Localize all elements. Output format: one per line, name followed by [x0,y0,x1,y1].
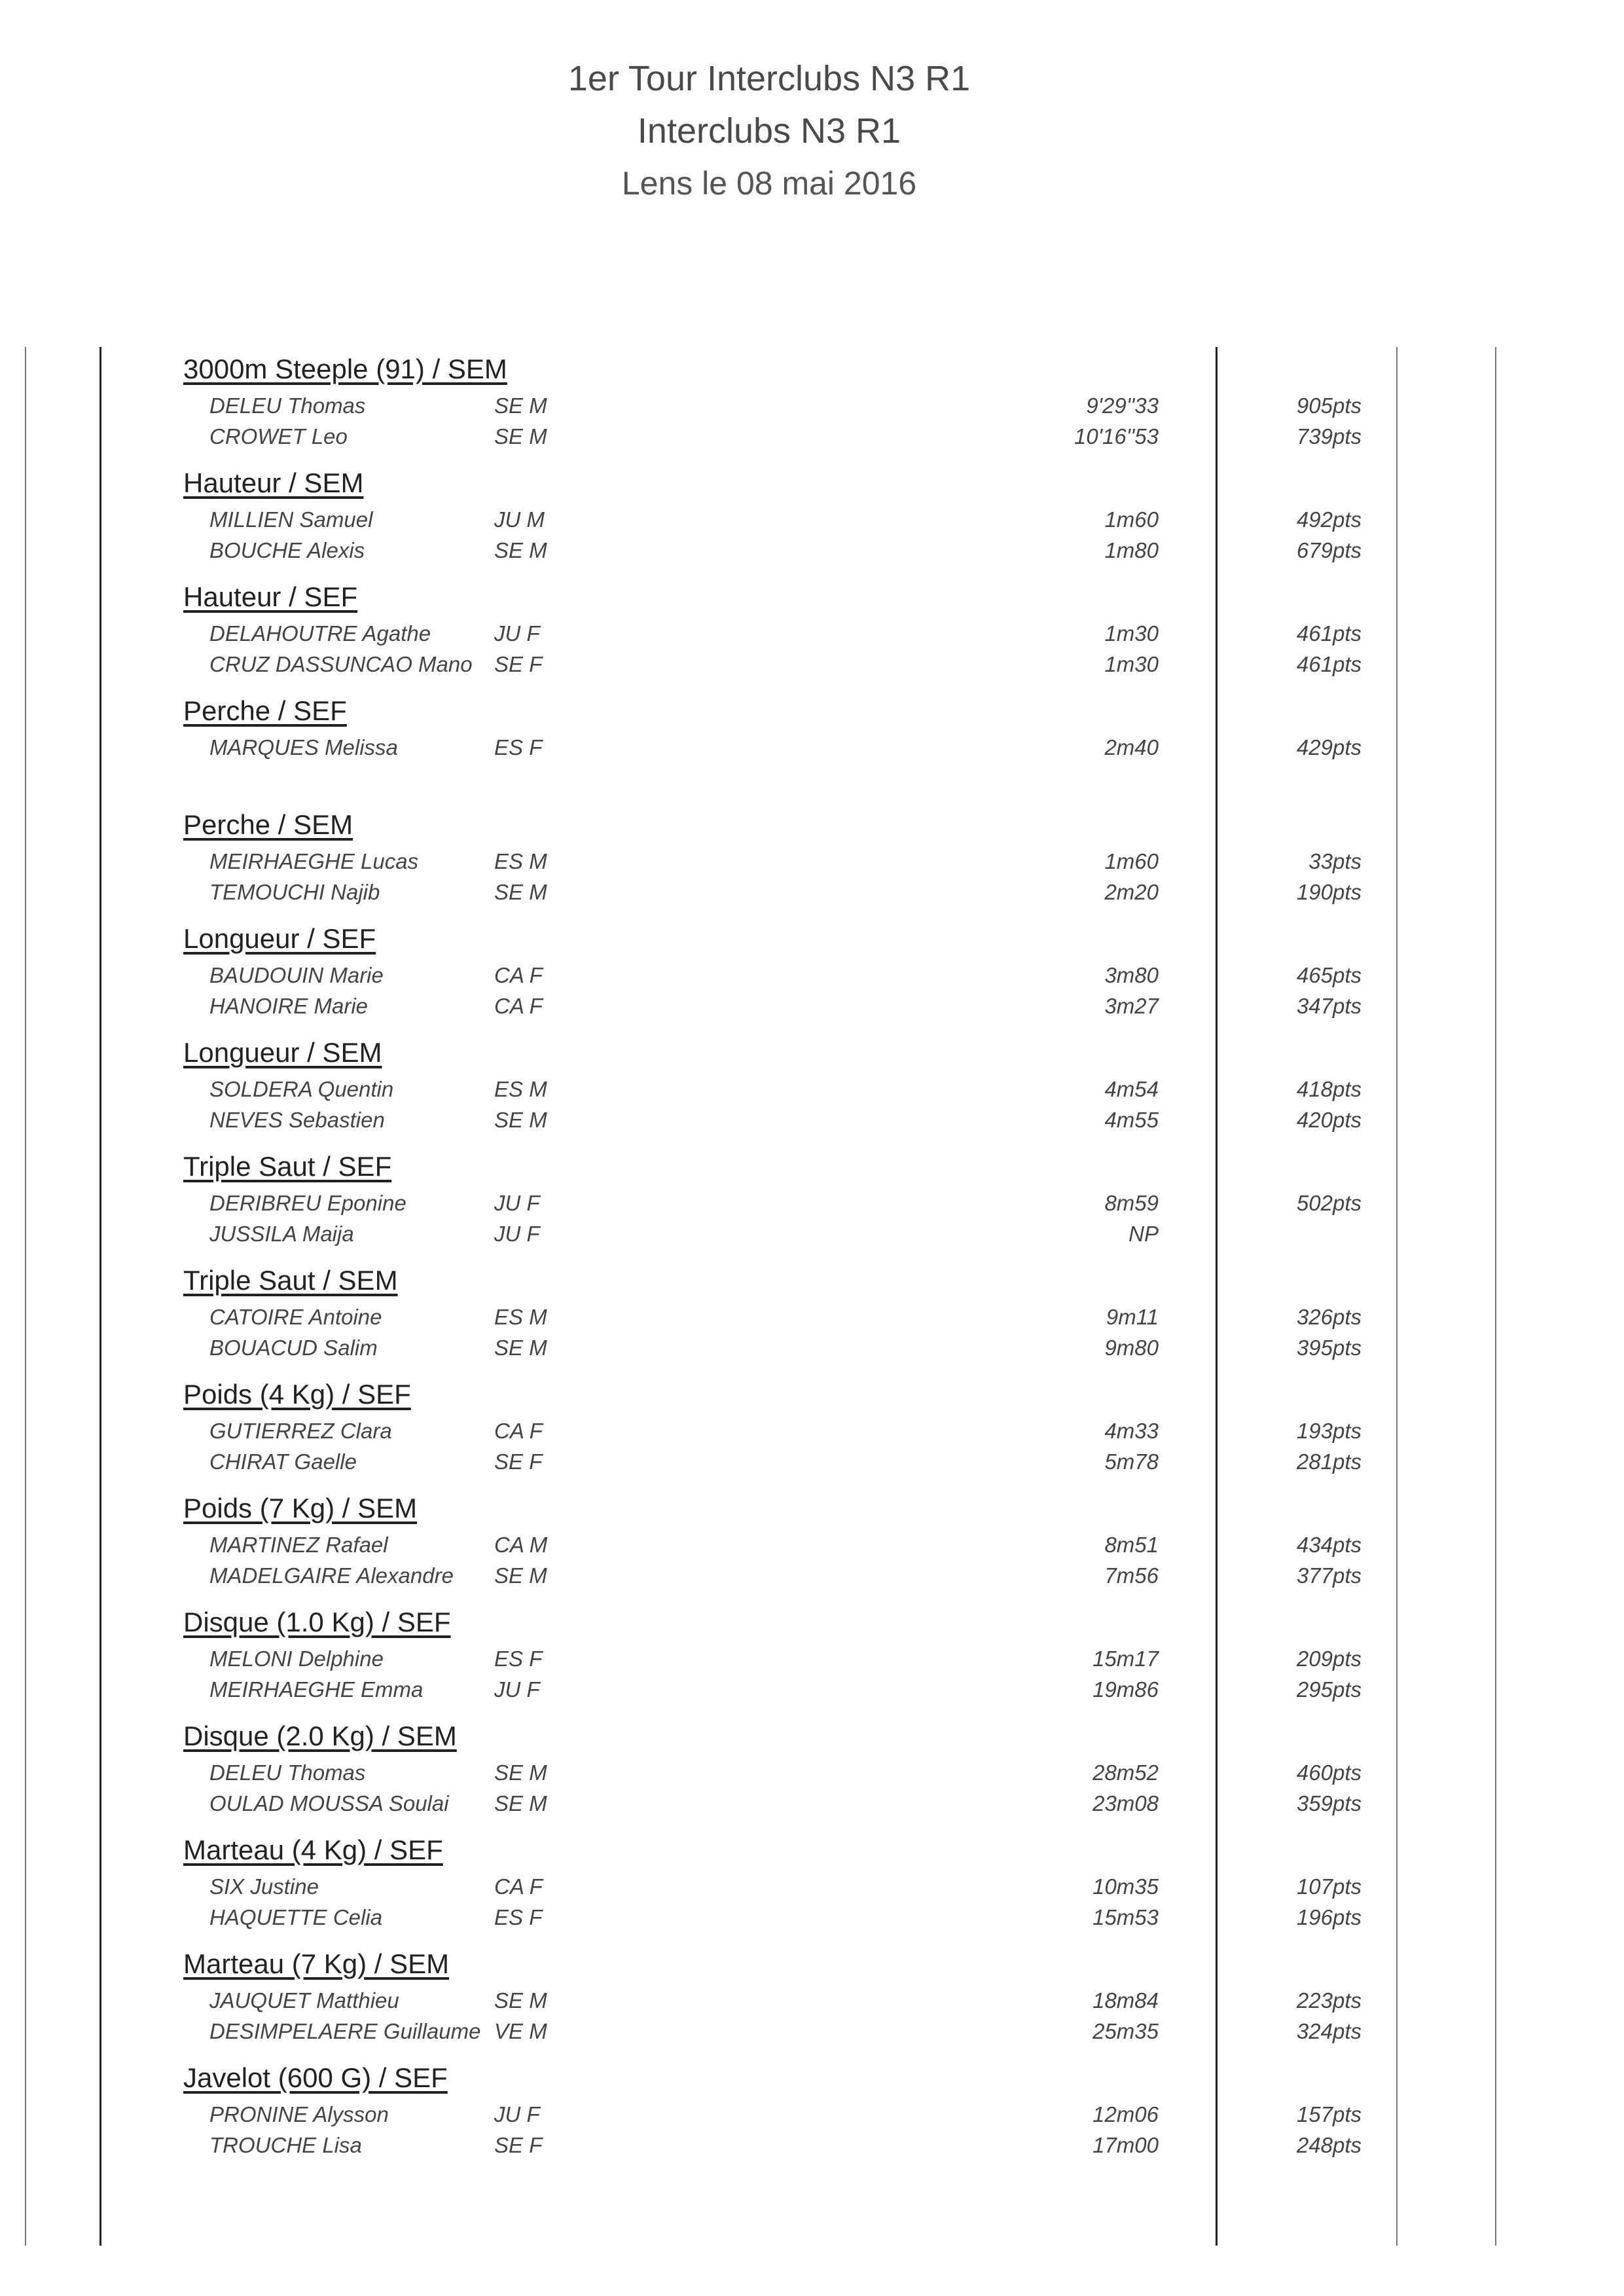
athlete-category: ES M [494,1305,547,1329]
event-block [183,1374,1362,1487]
athlete-name: TROUCHE Lisa [209,2133,362,2157]
performance: 18m84 [1092,1988,1159,2013]
athlete-category: SE M [494,1760,547,1785]
performance: 1m60 [1104,849,1159,873]
performance: 9m80 [1104,1336,1159,1360]
athlete-name: MEIRHAEGHE Emma [209,1677,424,1702]
event-block [183,1943,1362,2057]
performance: 2m20 [1104,880,1159,904]
performance: 2m40 [1104,735,1159,759]
result-row [183,1302,1362,1332]
performance: 3m80 [1104,963,1159,987]
result-row [183,1985,1362,2016]
points: 461pts [1296,621,1362,646]
athlete-name: NEVES Sebastien [209,1108,385,1132]
athlete-category: SE F [494,2133,543,2157]
event-block [183,1829,1362,1943]
athlete-name: SIX Justine [209,1874,319,1899]
athlete-category: SE M [494,1791,547,1815]
performance: 7m56 [1104,1563,1159,1588]
right-border-line [1495,347,1496,2246]
points: 295pts [1296,1677,1362,1702]
points: 359pts [1296,1791,1362,1815]
athlete-category: JU F [494,621,540,646]
event-block [183,690,1362,804]
result-row [183,877,1362,907]
athlete-category: ES F [494,1905,543,1929]
performance: 1m80 [1104,538,1159,562]
points: 281pts [1296,1449,1362,1474]
points: 905pts [1296,393,1362,418]
event-title: Hauteur / SEF [183,581,358,612]
event-title: Triple Saut / SEF [183,1151,392,1182]
points: 429pts [1296,735,1362,759]
event-block [183,1146,1362,1260]
event-title: Longueur / SEM [183,1037,382,1068]
points: 193pts [1296,1419,1362,1443]
event-title: Disque (1.0 Kg) / SEF [183,1607,451,1637]
performance: 15m53 [1092,1905,1159,1929]
athlete-category: ES M [494,1077,547,1101]
performance: 23m08 [1092,1791,1159,1815]
athlete-category: SE F [494,652,543,676]
points: 107pts [1296,1874,1362,1899]
points: 324pts [1296,2019,1362,2043]
performance: 1m60 [1104,507,1159,532]
result-row [183,390,1362,421]
points: 326pts [1296,1305,1362,1329]
result-row [183,535,1362,566]
performance: 9'29''33 [1086,393,1159,418]
points: 502pts [1296,1191,1362,1215]
document-subtitle: Interclubs N3 R1 [637,111,901,151]
performance: 8m59 [1104,1191,1159,1215]
athlete-category: SE M [494,1563,547,1588]
athlete-name: MILLIEN Samuel [209,507,373,532]
points: 248pts [1296,2133,1362,2157]
result-row [183,421,1362,452]
result-row [183,1788,1362,1819]
athlete-category: SE M [494,1108,547,1132]
athlete-name: BOUACUD Salim [209,1336,378,1360]
result-row [183,1104,1362,1135]
points: 196pts [1296,1905,1362,1929]
athlete-name: MELONI Delphine [209,1647,384,1671]
athlete-category: SE M [494,393,547,418]
result-row [183,1446,1362,1477]
result-row [183,732,1362,763]
right-inner-line [1396,347,1398,2246]
athlete-category: CA F [494,994,543,1018]
athlete-category: JU F [494,1677,540,1702]
athlete-category: CA M [494,1533,548,1557]
result-row [183,1560,1362,1591]
points: 461pts [1296,652,1362,676]
results-list [183,348,1362,2171]
performance: 4m54 [1104,1077,1159,1101]
points: 347pts [1296,994,1362,1018]
event-title: 3000m Steeple (91) / SEM [183,354,507,384]
performance: 1m30 [1104,621,1159,646]
athlete-name: GUTIERREZ Clara [209,1419,392,1443]
points: 223pts [1296,1988,1362,2013]
athlete-category: ES M [494,849,547,873]
points: 460pts [1296,1760,1362,1785]
athlete-category: JU F [494,1222,540,1246]
athlete-name: OULAD MOUSSA Soulai [209,1791,449,1815]
event-block [183,1601,1362,1715]
points: 33pts [1308,849,1362,873]
document-header [0,52,1538,210]
performance: 1m30 [1104,652,1159,676]
result-row [183,649,1362,680]
event-block [183,2057,1362,2171]
athlete-name: JAUQUET Matthieu [209,1988,399,2013]
points: 420pts [1296,1108,1362,1132]
result-row [183,1871,1362,1902]
athlete-name: TEMOUCHI Najib [209,880,380,904]
athlete-category: SE M [494,1336,547,1360]
athlete-name: DELEU Thomas [209,393,366,418]
event-block [183,1032,1362,1146]
result-row [183,1332,1362,1363]
performance: 9m11 [1106,1305,1159,1329]
points: 157pts [1296,2102,1362,2126]
event-block [183,348,1362,462]
points: 418pts [1296,1077,1362,1101]
event-block [183,1487,1362,1601]
athlete-name: MARTINEZ Rafael [209,1533,388,1557]
result-row [183,991,1362,1021]
event-title: Javelot (600 G) / SEF [183,2062,448,2093]
performance: NP [1128,1222,1159,1246]
event-title: Triple Saut / SEM [183,1265,398,1296]
result-row [183,1757,1362,1788]
points: 434pts [1296,1533,1362,1557]
result-row [183,1415,1362,1446]
performance: 10m35 [1092,1874,1159,1899]
result-row [183,1218,1204,1249]
result-row [183,1074,1362,1104]
result-row [183,2016,1362,2047]
performance: 4m33 [1104,1419,1159,1443]
athlete-name: DESIMPELAERE Guillaume [209,2019,481,2043]
event-block [183,1260,1362,1374]
event-title: Poids (4 Kg) / SEF [183,1379,411,1410]
athlete-category: SE M [494,538,547,562]
athlete-name: BAUDOUIN Marie [209,963,384,987]
document-title: 1er Tour Interclubs N3 R1 [568,59,971,98]
athlete-category: SE M [494,424,547,448]
athlete-category: SE M [494,1988,547,2013]
athlete-name: HAQUETTE Celia [209,1905,383,1929]
event-block [183,1715,1362,1829]
points: 739pts [1296,424,1362,448]
athlete-name: CATOIRE Antoine [209,1305,382,1329]
athlete-name: MADELGAIRE Alexandre [209,1563,454,1588]
athlete-name: MARQUES Melissa [209,735,398,759]
points: 209pts [1296,1647,1362,1671]
result-row [183,1188,1362,1218]
athlete-name: CRUZ DASSUNCAO Mano [209,652,473,676]
result-row [183,960,1362,991]
result-row [183,504,1362,535]
event-block [183,918,1362,1032]
athlete-category: JU F [494,2102,540,2126]
athlete-name: PRONINE Alysson [209,2102,389,2126]
athlete-category: SE M [494,880,547,904]
performance: 15m17 [1092,1647,1159,1671]
athlete-name: JUSSILA Maija [209,1222,354,1246]
athlete-name: DELAHOUTRE Agathe [209,621,431,646]
points: 395pts [1296,1336,1362,1360]
left-border-line [25,347,26,2246]
event-title: Disque (2.0 Kg) / SEM [183,1721,457,1751]
athlete-category: ES F [494,735,543,759]
performance: 3m27 [1104,994,1159,1018]
event-title: Perche / SEM [183,809,353,840]
athlete-category: JU M [494,507,545,532]
event-block [183,462,1362,576]
athlete-name: DERIBREU Eponine [209,1191,406,1215]
athlete-name: MEIRHAEGHE Lucas [209,849,419,873]
points: 492pts [1296,507,1362,532]
athlete-category: SE F [494,1449,543,1474]
event-title: Hauteur / SEM [183,467,364,498]
result-row [183,2099,1362,2130]
performance: 28m52 [1092,1760,1159,1785]
result-row [183,1529,1362,1560]
result-row [183,846,1362,877]
athlete-name: CROWET Leo [209,424,348,448]
points: 465pts [1296,963,1362,987]
athlete-name: DELEU Thomas [209,1760,366,1785]
performance: 19m86 [1092,1677,1159,1702]
points: 679pts [1296,538,1362,562]
event-title: Perche / SEF [183,695,347,726]
athlete-name: SOLDERA Quentin [209,1077,394,1101]
performance: 8m51 [1104,1533,1159,1557]
result-row [183,618,1362,649]
event-block [183,804,1362,918]
athlete-name: BOUCHE Alexis [209,538,365,562]
event-title: Poids (7 Kg) / SEM [183,1493,418,1523]
athlete-category: CA F [494,1874,543,1899]
athlete-category: VE M [494,2019,547,2043]
athlete-name: CHIRAT Gaelle [209,1449,357,1474]
athlete-category: JU F [494,1191,540,1215]
athlete-category: ES F [494,1647,543,1671]
result-row [183,1674,1362,1705]
event-block [183,576,1362,690]
result-row [183,1643,1362,1674]
event-title: Longueur / SEF [183,923,376,954]
left-column-line [99,347,101,2246]
performance: 5m78 [1104,1449,1159,1474]
result-row [183,1902,1362,1933]
event-title: Marteau (4 Kg) / SEF [183,1834,443,1865]
athlete-name: HANOIRE Marie [209,994,369,1018]
points: 377pts [1296,1563,1362,1588]
event-title: Marteau (7 Kg) / SEM [183,1948,450,1979]
performance: 4m55 [1104,1108,1159,1132]
place-date: Lens le 08 mai 2016 [621,165,917,202]
points: 190pts [1296,880,1362,904]
result-row [183,2130,1362,2160]
performance: 10'16''53 [1074,424,1159,448]
athlete-category: CA F [494,1419,543,1443]
athlete-category: CA F [494,963,543,987]
performance: 25m35 [1092,2019,1159,2043]
performance: 17m00 [1092,2133,1159,2157]
performance: 12m06 [1092,2102,1159,2126]
